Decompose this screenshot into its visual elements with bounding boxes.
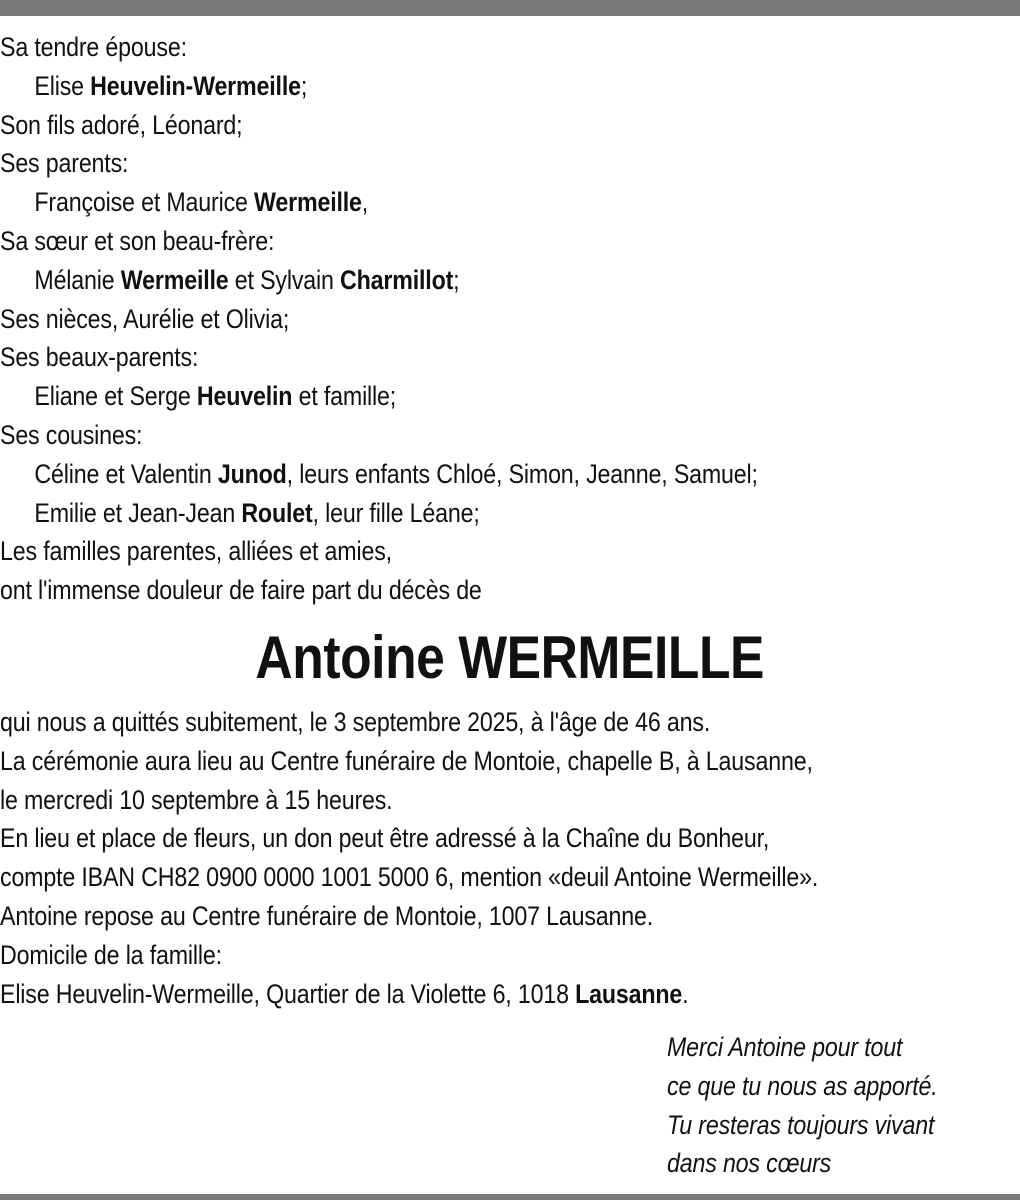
son-line: Son fils adoré, Léonard; — [0, 109, 243, 140]
inlaws-last-name: Heuvelin — [196, 381, 293, 412]
details-line-5: compte IBAN CH82 0900 0000 1001 5000 6, mention «deuil Antoine Wermeille». — [0, 862, 819, 893]
spouse-first-name: Elise — [34, 70, 91, 101]
cousin1-children: , leurs enfants Chloé, Simon, Jeanne, Samuel; — [286, 458, 758, 489]
family-city: Lausanne — [575, 978, 683, 1009]
family-address: Elise Heuvelin-Wermeille, Quartier de la Violette 6, 1018 — [0, 978, 576, 1009]
spouse-label: Sa tendre épouse: — [0, 32, 187, 62]
cousin2-names — [0, 494, 877, 533]
poem-line-4: dans nos cœurs — [667, 1148, 832, 1179]
families-line: Les familles parentes, alliées et amies, — [0, 536, 392, 567]
spouse-name — [0, 67, 877, 106]
details-line-8 — [0, 975, 877, 1014]
farewell-poem — [667, 1028, 1020, 1183]
sister-last-name: Wermeille — [120, 264, 229, 295]
cousin2-last-name: Roulet — [241, 497, 313, 528]
inlaws-first-names: Eliane et Serge — [34, 381, 197, 412]
inlaws-label: Ses beaux-parents: — [0, 342, 199, 373]
announce-line: ont l'immense douleur de faire part du décès de — [0, 575, 482, 606]
sister-connector: et Sylvain — [228, 264, 341, 295]
details-line-4: En lieu et place de fleurs, un don peut être adressé à la Chaîne du Bonheur, — [0, 823, 770, 854]
deceased-name — [0, 622, 1020, 694]
parents-label: Ses parents: — [0, 148, 129, 179]
bottom-rule — [0, 1194, 1020, 1200]
cousin1-first-names: Céline et Valentin — [34, 458, 218, 489]
inlaws-names — [0, 377, 877, 416]
nieces-line: Ses nièces, Aurélie et Olivia; — [0, 303, 290, 334]
parents-names — [0, 183, 877, 222]
poem-line-3: Tu resteras toujours vivant — [667, 1109, 935, 1140]
details-line-6: Antoine repose au Centre funéraire de Montoie, 1007 Lausanne. — [0, 900, 654, 931]
cousin1-last-name: Junod — [217, 458, 287, 489]
spouse-punct: ; — [300, 70, 308, 101]
deceased-name-text: Antoine WERMEILLE — [255, 624, 765, 691]
sister-label: Sa sœur et son beau-frère: — [0, 225, 275, 256]
ceremony-details — [0, 703, 1020, 1013]
cousins-label: Ses cousines: — [0, 419, 143, 450]
cousin1-names — [0, 455, 877, 494]
sister-punct: ; — [453, 264, 460, 295]
poem-line-1: Merci Antoine pour tout — [667, 1032, 903, 1062]
parents-last-name: Wermeille — [254, 187, 362, 218]
cousin2-children: , leur fille Léane; — [312, 497, 480, 528]
top-rule — [0, 0, 1020, 16]
brotherinlaw-last-name: Charmillot — [340, 264, 454, 295]
sister-first-name: Mélanie — [34, 264, 121, 295]
details-line-3: le mercredi 10 septembre à 15 heures. — [0, 784, 393, 815]
poem-line-2: ce que tu nous as apporté. — [667, 1070, 938, 1101]
details-line-7: Domicile de la famille: — [0, 939, 222, 970]
parents-first-names: Françoise et Maurice — [34, 187, 255, 218]
details-line-2: La cérémonie aura lieu au Centre funéraire de Montoie, chapelle B, à Lausanne, — [0, 745, 813, 776]
family-list — [0, 28, 1020, 610]
inlaws-suffix: et famille; — [292, 381, 397, 412]
spouse-last-name: Heuvelin-Wermeille — [90, 70, 301, 101]
parents-punct: , — [361, 187, 369, 218]
details-line-1: qui nous a quittés subitement, le 3 septembre 2025, à l'âge de 46 ans. — [0, 707, 711, 737]
address-punct: . — [682, 978, 689, 1009]
cousin2-first-names: Emilie et Jean-Jean — [34, 497, 242, 528]
sister-names — [0, 261, 877, 300]
